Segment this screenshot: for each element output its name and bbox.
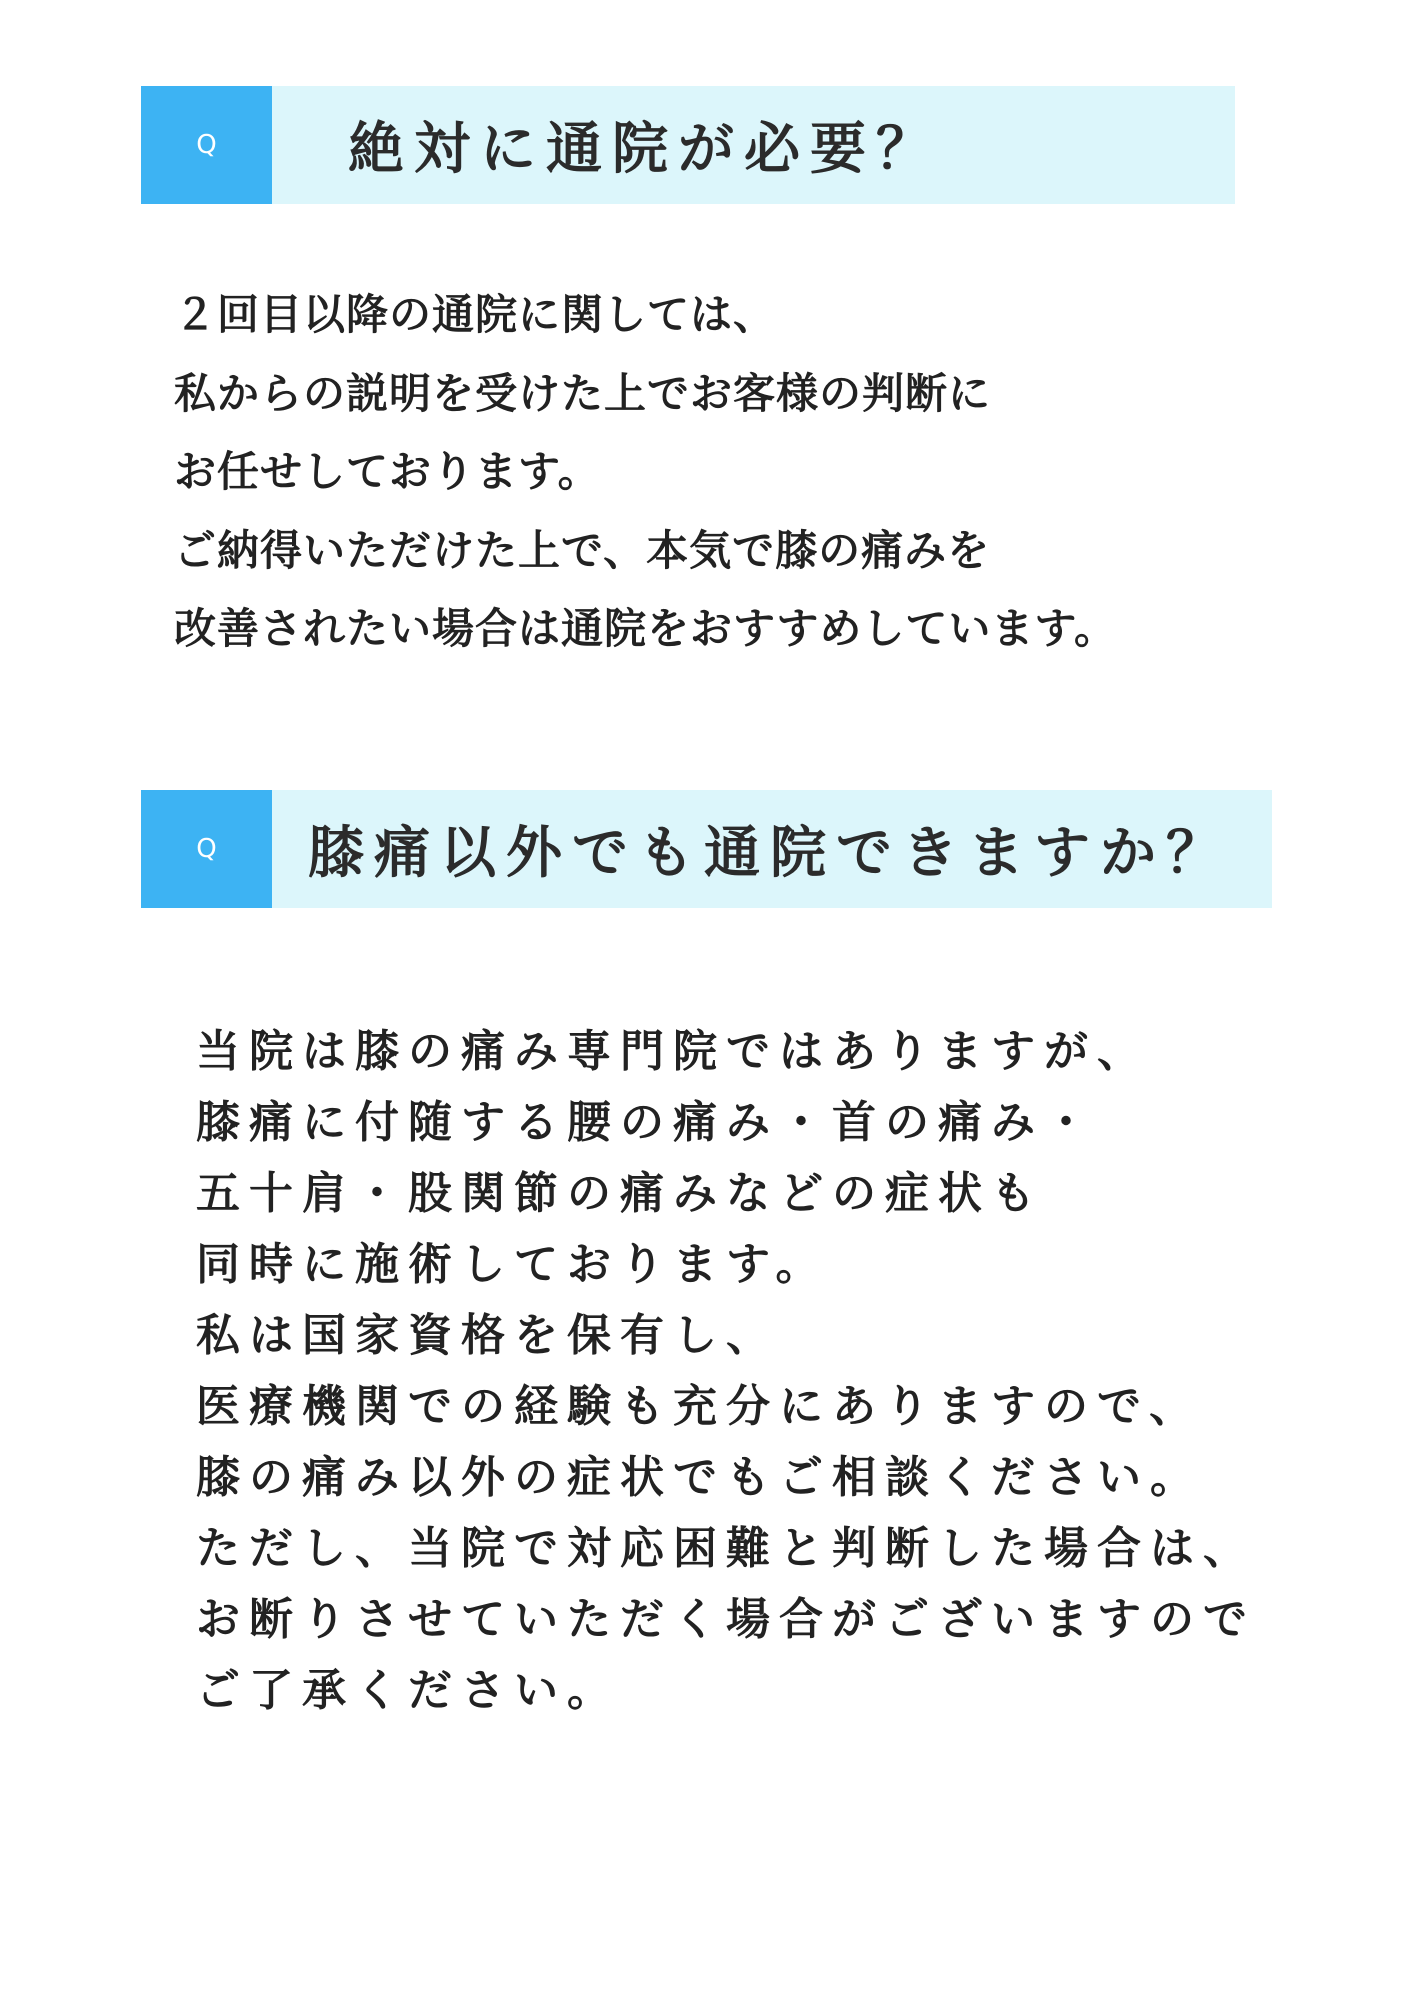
question-badge: Q: [141, 790, 272, 908]
answer-line: ２回目以降の通院に関しては、: [174, 290, 777, 339]
faq-answer: [196, 1016, 1256, 1726]
answer-line: 私は国家資格を保有し、: [196, 1310, 779, 1361]
answer-line: お断りさせていただく場合がございますので: [196, 1594, 1256, 1645]
answer-line: 私からの説明を受けた上でお客様の判断に: [174, 368, 992, 418]
answer-line: 当院は膝の痛み専門院ではありますが、: [196, 1026, 1150, 1077]
answer-line: 医療機関での経験も充分にありますので、: [196, 1381, 1203, 1432]
question-title: 膝痛以外でも通院できますか？: [308, 821, 1232, 886]
answer-line: ご了承ください。: [196, 1665, 620, 1716]
question-badge: Q: [141, 86, 272, 204]
answer-line: 五十肩・股関節の痛みなどの症状も: [196, 1168, 1044, 1219]
answer-line: 同時に施術しております。: [196, 1239, 829, 1290]
answer-line: ご納得いただけた上で、本気で膝の痛みを: [174, 525, 991, 575]
answer-line: 改善されたい場合は通院をおすすめしています。: [174, 604, 1118, 653]
answer-line: 膝痛に付随する腰の痛み・首の痛み・: [196, 1097, 1097, 1148]
answer-line: 膝の痛み以外の症状でもご相談ください。: [196, 1452, 1203, 1503]
answer-line: お任せしております。: [174, 447, 601, 496]
faq-answer: [174, 276, 1117, 669]
faq-question-header: [141, 790, 1272, 908]
answer-line: ただし、当院で対応困難と判断した場合は、: [196, 1523, 1256, 1574]
faq-question-header: [141, 86, 1235, 204]
question-title: 絶対に通院が必要？: [348, 117, 942, 182]
